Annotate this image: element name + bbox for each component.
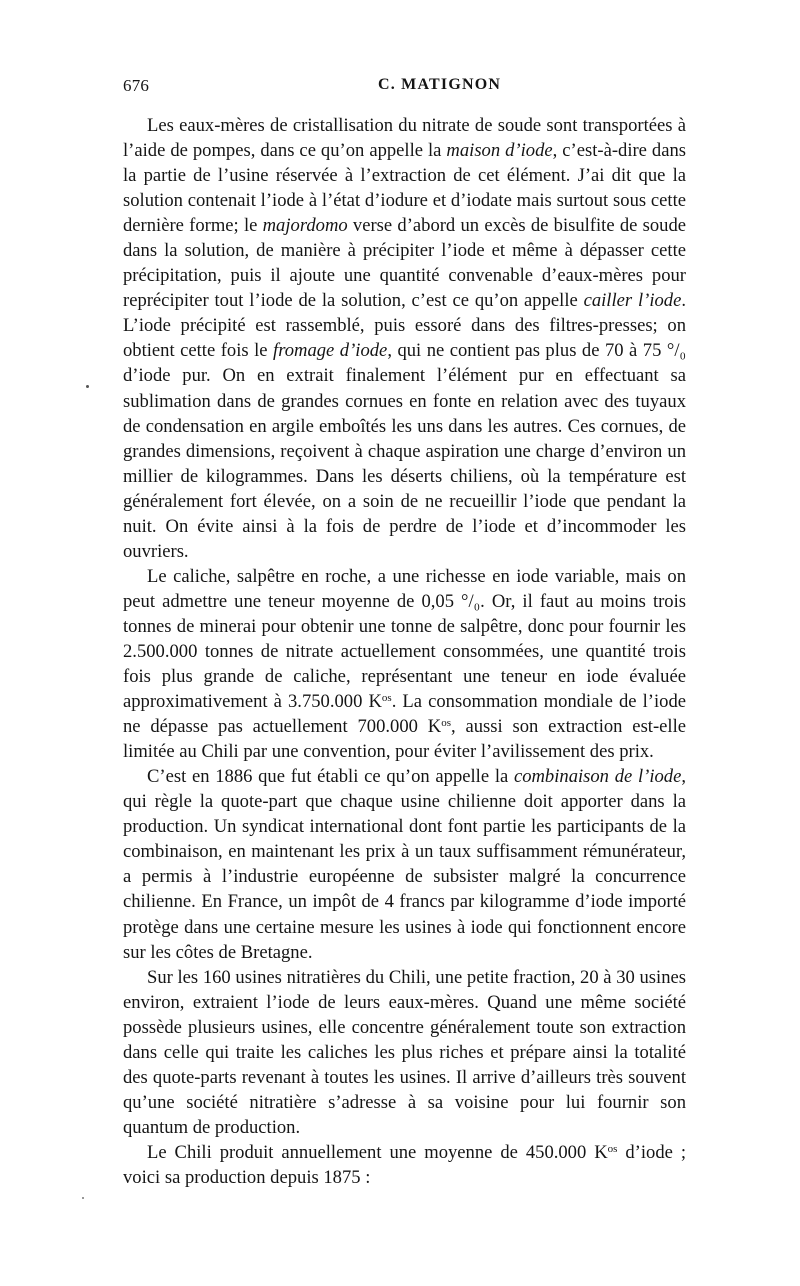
text-run: . La consommation mondiale de l’iode ne dépasse pas actuellement 700.000 K <box>123 691 686 738</box>
text-run: Sur les 160 usines nitratières du Chili, une petite fraction, 20 à 30 usines environ, extraient l’iode de leurs eaux-mères. Quand une même société possède plusieurs usines, elle concentre généralement toute son extraction dans celle qui traite les caliches les plus riches et prépare ainsi la totalité des quote-parts revenant à toutes les usines. Il arrive d’ailleurs très souvent qu’une société nitratière s’adresse à sa voisine pour lui fournir son quantum de production. <box>123 966 686 1138</box>
page-number: 676 <box>123 76 150 95</box>
text-run: , qui ne contient pas plus de 70 à 75 °/₀ d’iode pur. On en extrait finalement l’élément pur en effectuant sa sublimation dans de grandes cornues en fonte en relation avec des tuyaux de condensation en argile emboîtés les uns dans les autres. Ces cornues, de grandes dimensions, reçoivent à chaque aspiration une charge d’environ un millier de kilogrammes. Dans les déserts chiliens, où la température est généralement fort élevée, on a soin de ne recueillir l’iode que pendant la nuit. On évite ainsi à la fois de perdre de l’iode et d’incommoder les ouvriers. <box>123 340 686 562</box>
text-run: C’est en 1886 que fut établi ce qu’on appelle la <box>147 766 514 788</box>
text-run: Le Chili produit annuellement une moyenne de 450.000 K <box>147 1141 608 1163</box>
running-head: C. MATIGNON <box>378 76 502 93</box>
paragraph <box>123 564 686 764</box>
margin-speck <box>82 1197 84 1199</box>
text-run: Les eaux-mères de cristallisation du nitrate de soude sont transportées à l’aide de pompes, dans ce qu’on appelle la <box>123 115 686 162</box>
unit-superscript: os <box>607 1142 618 1155</box>
italic-term: majordomo <box>262 215 348 237</box>
italic-term: fromage d’iode <box>273 340 388 362</box>
text-run: , aussi son extraction est-elle limitée au Chili par une convention, pour éviter l’avilissement des prix. <box>123 716 686 763</box>
text-run: , c’est-à-dire dans la partie de l’usine réservée à l’extraction de cet élément. J’ai dit que la solution contenait l’iode à l’état d’iodure et d’iodate mais surtout sous cette dernière forme; le <box>123 140 687 237</box>
page-header <box>123 76 685 100</box>
unit-superscript: os <box>381 692 392 705</box>
text-run: Le caliche, salpêtre en roche, a une richesse en iode variable, mais on peut admettre une teneur moyenne de 0,05 °/₀. Or, il faut au moins trois tonnes de minerai pour obtenir une tonne de salpêtre, donc pour fournir les 2.500.000 tonnes de nitrate actuellement consommées, une quantité trois fois plus grande de caliche, représentant une teneur en iode évaluée approximativement à 3.750.000 K <box>123 565 686 713</box>
paragraph <box>123 113 686 564</box>
text-run: , qui règle la quote-part que chaque usine chilienne doit apporter dans la production. Un syndicat international dont font partie les participants de la combinaison, en maintenant les prix à un taux suffisamment rémunérateur, a permis à l’industrie européenne de subsister malgré la concurrence chilienne. En France, un impôt de 4 francs par kilogramme d’iode importé protège dans une certaine mesure les usines à iode qui fonctionnent encore sur les côtes de Bretagne. <box>123 766 686 963</box>
italic-term: combinaison de l’iode <box>513 766 682 788</box>
body-text <box>123 113 686 1190</box>
text-run: d’iode ; voici sa production depuis 1875 : <box>123 1141 686 1188</box>
text-run: verse d’abord un excès de bisulfite de soude dans la solution, de manière à précipiter l’iode et même à dépasser cette précipitation, puis il ajoute une quantité convenable d’eaux-mères pour reprécipiter tout l’iode de la solution, c’est ce qu’on appelle <box>123 215 687 312</box>
paragraph <box>123 764 686 964</box>
margin-speck <box>86 385 89 388</box>
unit-superscript: os <box>441 717 451 730</box>
italic-term: cailler l’iode <box>583 290 682 312</box>
text-run: . L’iode précipité est rassemblé, puis essoré dans des filtres-presses; on obtient cette fois le <box>123 290 686 362</box>
paragraph <box>123 965 686 1140</box>
paragraph <box>123 1140 686 1190</box>
italic-term: maison d’iode <box>446 140 553 162</box>
